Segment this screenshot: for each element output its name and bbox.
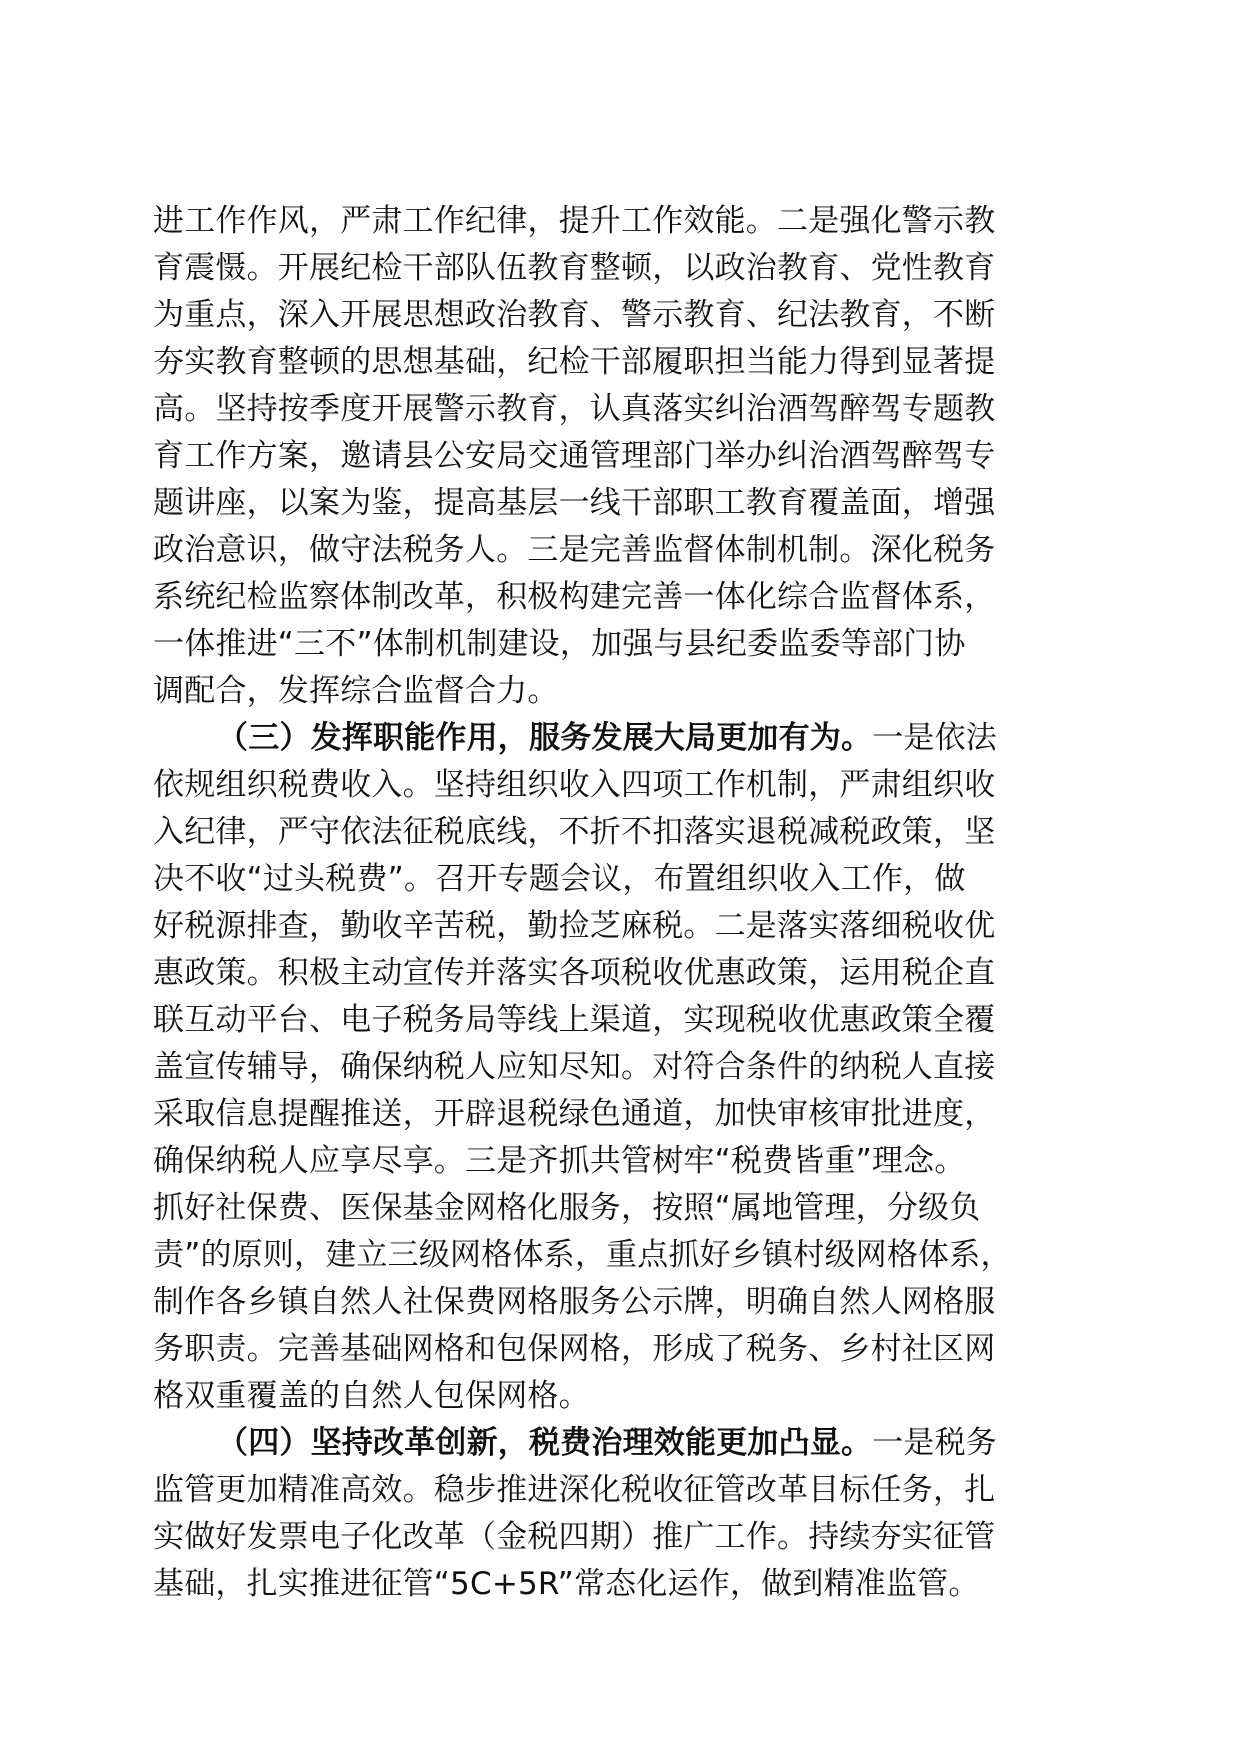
text-line: 务职责。完善基础网格和包保网格，形成了税务、乡村社区网	[153, 1331, 996, 1367]
document-body	[153, 198, 1093, 1608]
text-line: 盖宣传辅导，确保纳税人应知尽知。对符合条件的纳税人直接	[153, 1049, 996, 1085]
text-line: 抓好社保费、医保基金网格化服务，按照“属地管理，分级负	[153, 1190, 981, 1226]
text-line: 调配合，发挥综合监督合力。	[153, 673, 559, 709]
text-line: 高。坚持按季度开展警示教育，认真落实纠治酒驾醉驾专题教	[153, 391, 996, 427]
text-line: 好税源排查，勤收辛苦税，勤捡芝麻税。二是落实落细税收优	[153, 908, 996, 944]
section-4-lead-text: 一是税务	[872, 1425, 998, 1461]
section-4	[153, 1420, 1093, 1608]
text-line: 进工作作风，严肃工作纪律，提升工作效能。二是强化警示教	[153, 203, 996, 239]
text-line: 育震慑。开展纪检干部队伍教育整顿，以政治教育、党性教育	[153, 250, 996, 286]
text-line: 确保纳税人应享尽享。三是齐抓共管树牢“税费皆重”理念。	[153, 1143, 966, 1179]
text-line: 为重点，深入开展思想政治教育、警示教育、纪法教育，不断	[153, 297, 996, 333]
text-line: 题讲座，以案为鉴，提高基层一线干部职工教育覆盖面，增强	[153, 485, 996, 521]
text-line: 依规组织税费收入。坚持组织收入四项工作机制，严肃组织收	[153, 767, 996, 803]
section-3-first-line	[153, 715, 1093, 762]
text-line: 采取信息提醒推送，开辟退税绿色通道，加快审核审批进度，	[153, 1096, 996, 1132]
text-line: 实做好发票电子化改革（金税四期）推广工作。持续夯实征管	[153, 1519, 996, 1555]
text-line: 决不收“过头税费”。召开专题会议，布置组织收入工作，做	[153, 861, 966, 897]
text-line: 育工作方案，邀请县公安局交通管理部门举办纠治酒驾醉驾专	[153, 438, 996, 474]
section-3-lead-text: 一是依法	[872, 720, 998, 756]
text-line: 联互动平台、电子税务局等线上渠道，实现税收优惠政策全覆	[153, 1002, 996, 1038]
paragraph-a	[153, 198, 1093, 715]
section-4-heading: （四）坚持改革创新，税费治理效能更加凸显。	[217, 1425, 873, 1461]
section-3-heading: （三）发挥职能作用，服务发展大局更加有为。	[217, 720, 873, 756]
section-3	[153, 715, 1093, 1420]
text-line: 格双重覆盖的自然人包保网格。	[153, 1378, 590, 1414]
text-line: 监管更加精准高效。稳步推进深化税收征管改革目标任务，扎	[153, 1472, 996, 1508]
text-line: 夯实教育整顿的思想基础，纪检干部履职担当能力得到显著提	[153, 344, 996, 380]
text-line: 基础，扎实推进征管“5C+5R”常态化运作，做到精准监管。	[153, 1566, 980, 1602]
text-line: 政治意识，做守法税务人。三是完善监督体制机制。深化税务	[153, 532, 996, 568]
text-line: 入纪律，严守依法征税底线，不折不扣落实退税减税政策，坚	[153, 814, 996, 850]
section-4-first-line	[153, 1420, 1093, 1467]
text-line: 责”的原则，建立三级网格体系，重点抓好乡镇村级网格体系，	[153, 1237, 1012, 1273]
text-line: 系统纪检监察体制改革，积极构建完善一体化综合监督体系，	[153, 579, 996, 615]
text-line: 一体推进“三不”体制机制建设，加强与县纪委监委等部门协	[153, 626, 966, 662]
text-line: 制作各乡镇自然人社保费网格服务公示牌，明确自然人网格服	[153, 1284, 996, 1320]
text-line: 惠政策。积极主动宣传并落实各项税收优惠政策，运用税企直	[153, 955, 996, 991]
